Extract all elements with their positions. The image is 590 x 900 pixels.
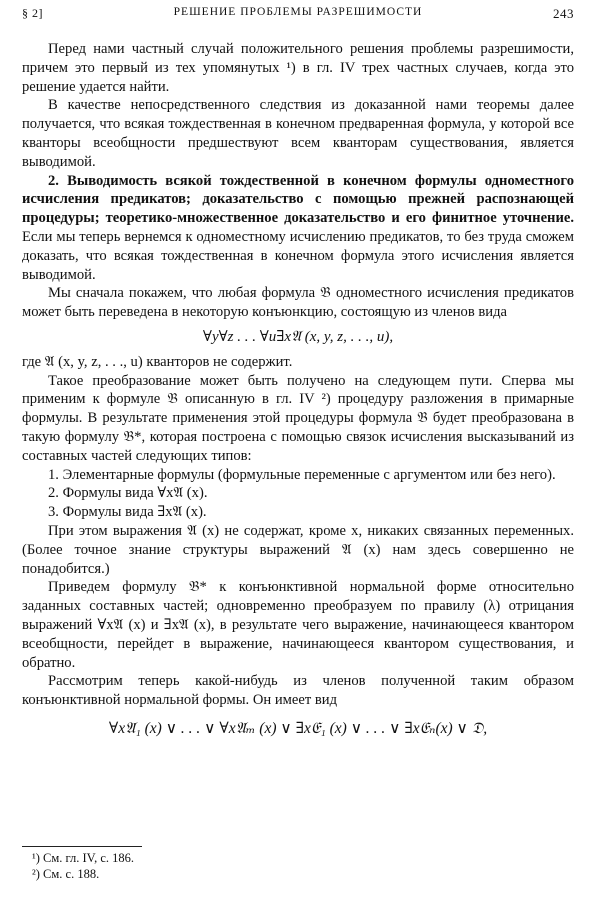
footnote: ¹) См. гл. IV, с. 186. [32, 851, 135, 865]
footnotes [22, 846, 574, 882]
section-heading: 2. Выводимость всякой тождественной в конечном формулы одноместного исчисления предикатов; доказательство с помощью прежней распознающей процедуры; теоретико-множественное доказательство и его финитное уточнение. [22, 172, 574, 227]
page-number: 243 [553, 6, 574, 21]
list-item: 2. Формулы вида ∀x𝔄 (x). [48, 485, 208, 502]
paragraph: В качестве непосредственного следствия из доказанной нами теоремы далее получается, что всякая тождественная в конечном предваренная формула, у которой все кванторы всеобщности предшествуют всем кванторам существования, является выводимой. [22, 97, 574, 170]
paragraph: Рассмотрим теперь какой-нибудь из членов полученной таким образом конъюнктивной нормальной формы. Он имеет вид [22, 673, 574, 709]
paragraph: Мы сначала покажем, что любая формула 𝔅 одноместного исчисления предикатов может быть переведена в некоторую конъюнкцию, состоящую из членов вида [22, 285, 574, 321]
list-item: 3. Формулы вида ∃x𝔄 (x). [48, 504, 207, 521]
section-marker: § 2] [22, 6, 43, 20]
footnote: ²) См. с. 188. [32, 867, 100, 881]
list-item: 1. Элементарные формулы (формульные переменные с аргументом или без него). [48, 466, 556, 483]
page-header [22, 6, 574, 24]
book-page [22, 0, 574, 900]
paragraph-text: Если мы теперь вернемся к одноместному исчислению предикатов, то без труда сможем доказать, что всякая тождественная в конечном формула этого исчисления является выводимой. [22, 228, 574, 283]
running-title: РЕШЕНИЕ ПРОБЛЕМЫ РАЗРЕШИМОСТИ [173, 6, 423, 18]
paragraph: Перед нами частный случай положительного решения проблемы разрешимости, причем это первый из тех упомянутых ¹) в гл. IV трех частных случаев, когда это решение удается найти. [22, 41, 574, 95]
paragraph-section-2 [22, 172, 574, 285]
paragraph: где 𝔄 (x, y, z, . . ., u) кванторов не содержит. [22, 353, 293, 370]
page-body [22, 40, 574, 745]
paragraph: Такое преобразование может быть получено на следующем пути. Сперва мы применим к формуле 𝔅 описанную в гл. IV ²) процедуру разложения в примарные формулы. В результате применения этой процедуры формула 𝔅 будет преобразована в такую формулу 𝔅*, которая построена с помощью связок исчисления высказываний из составных частей следующих типов: [22, 372, 574, 464]
display-formula: ∀y∀z . . . ∀u∃x𝔄 (x, y, z, . . ., u), [202, 328, 394, 345]
display-formula: ∀x𝔄₁ (x) ∨ . . . ∨ ∀x𝔄ₘ (x) ∨ ∃x𝔈₁ (x) ∨ . . . ∨ ∃x𝔈ₙ(x) ∨ 𝔇, [108, 719, 488, 737]
paragraph: При этом выражения 𝔄 (x) не содержат, кроме x, никаких связанных переменных. (Более точное знание структуры выражений 𝔄 (x) нам здесь совершенно не понадобится.) [22, 522, 574, 577]
footnote-rule [22, 846, 142, 847]
paragraph: Приведем формулу 𝔅* к конъюнктивной нормальной форме относительно заданных составных частей; одновременно преобразуем по правилу (λ) отрицания выражений ∀x𝔄 (x) и ∃x𝔄 (x), в результате чего выражение, начинающееся квантором всеобщности, перейдет в выражение, начинающееся квантором существования, и обратно. [22, 579, 574, 671]
